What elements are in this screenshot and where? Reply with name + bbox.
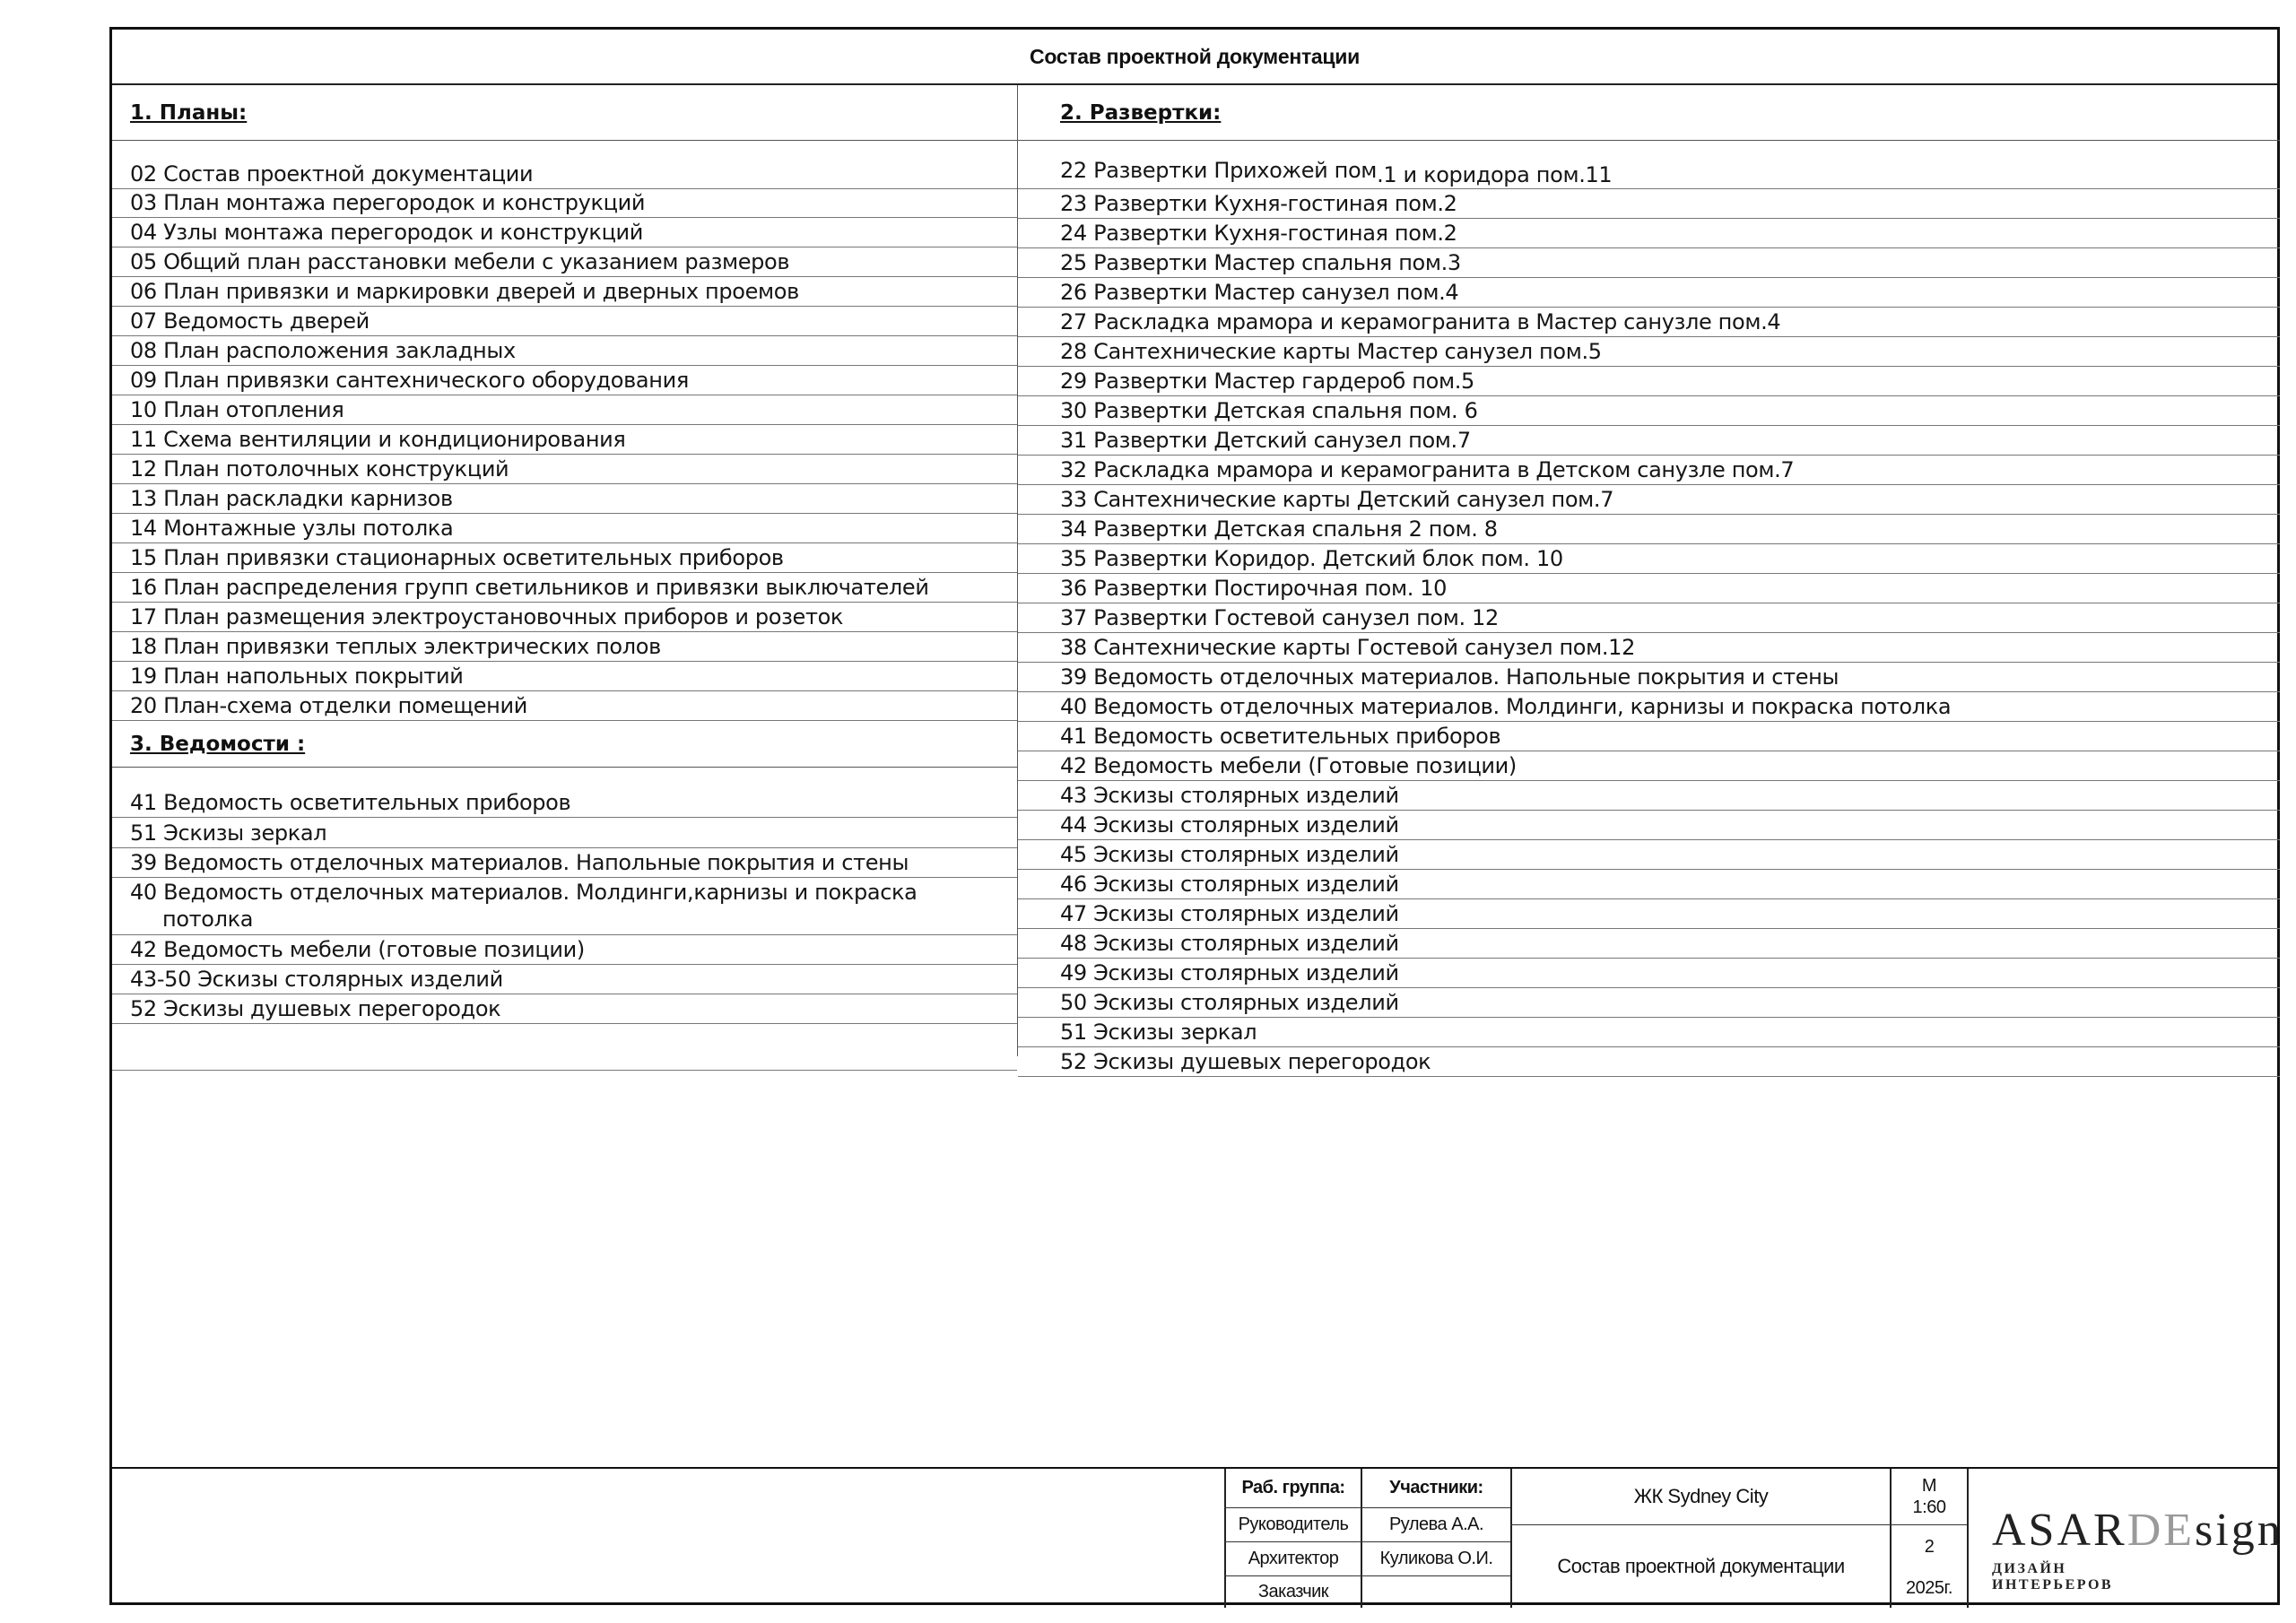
list-item: 38 Сантехнические карты Гостевой санузел пом.12 bbox=[1018, 633, 2280, 663]
divider bbox=[1510, 1524, 1967, 1525]
list-item: 11 Схема вентиляции и кондиционирования bbox=[112, 425, 1017, 455]
list-item: 09 План привязки сантехнического оборудования bbox=[112, 366, 1017, 395]
section-heading-statements: 3. Ведомости : bbox=[112, 721, 1017, 768]
role-architect: Архитектор bbox=[1224, 1541, 1361, 1575]
title-block bbox=[112, 1467, 2283, 1605]
list-item: 23 Развертки Кухня-гостиная пом.2 bbox=[1018, 189, 2280, 219]
list-item: 13 План раскладки карнизов bbox=[112, 484, 1017, 514]
list-item: 50 Эскизы столярных изделий bbox=[1018, 988, 2280, 1018]
list-item: 36 Развертки Постирочная пом. 10 bbox=[1018, 574, 2280, 603]
scale-label: М bbox=[1921, 1476, 1937, 1496]
divider bbox=[1224, 1575, 1510, 1576]
list-item: 18 План привязки теплых электрических полов bbox=[112, 632, 1017, 662]
list-item: 25 Развертки Мастер спальня пом.3 bbox=[1018, 248, 2280, 278]
list-item: 51 Эскизы зеркал bbox=[112, 818, 1017, 848]
list-item bbox=[1018, 141, 2280, 189]
list-item: 32 Раскладка мрамора и керамогранита в Детском санузле пом.7 bbox=[1018, 456, 2280, 485]
list-item bbox=[112, 878, 1017, 935]
list-item: 52 Эскизы душевых перегородок bbox=[112, 994, 1017, 1024]
list-item: 08 План расположения закладных bbox=[112, 336, 1017, 366]
section-heading-plans: 1. Планы: bbox=[112, 85, 1017, 141]
name-leader: Рулева А.А. bbox=[1361, 1507, 1510, 1541]
logo-wordmark: ASARDEsign bbox=[1992, 1505, 2283, 1556]
list-item: 12 План потолочных конструкций bbox=[112, 455, 1017, 484]
list-item: 28 Сантехнические карты Мастер санузел пом.5 bbox=[1018, 337, 2280, 367]
list-item: 05 Общий план расстановки мебели с указанием размеров bbox=[112, 247, 1017, 277]
list-item: 43-50 Эскизы столярных изделий bbox=[112, 965, 1017, 994]
list-item-empty bbox=[112, 1024, 1017, 1071]
name-customer-empty bbox=[1361, 1575, 1510, 1608]
list-item: 47 Эскизы столярных изделий bbox=[1018, 899, 2280, 929]
right-column bbox=[1018, 85, 2280, 1077]
list-item: 39 Ведомость отделочных материалов. Напольные покрытия и стены bbox=[1018, 663, 2280, 692]
statements-list bbox=[112, 768, 1017, 1071]
work-group-label: Раб. группа: bbox=[1224, 1469, 1361, 1507]
list-item: 04 Узлы монтажа перегородок и конструкций bbox=[112, 218, 1017, 247]
sheet-title: Состав проектной документации bbox=[1510, 1524, 1890, 1608]
role-leader: Руководитель bbox=[1224, 1507, 1361, 1541]
list-item: 10 План отопления bbox=[112, 395, 1017, 425]
list-item: 06 План привязки и маркировки дверей и дверных проемов bbox=[112, 277, 1017, 307]
list-item: 31 Развертки Детский санузел пом.7 bbox=[1018, 426, 2280, 456]
list-item: 17 План размещения электроустановочных приборов и розеток bbox=[112, 603, 1017, 632]
list-item: 48 Эскизы столярных изделий bbox=[1018, 929, 2280, 959]
list-item: 26 Развертки Мастер санузел пом.4 bbox=[1018, 278, 2280, 308]
plans-list bbox=[112, 141, 1017, 721]
elevations-list bbox=[1018, 189, 2280, 1077]
list-item: 41 Ведомость осветительных приборов bbox=[1018, 722, 2280, 751]
left-column bbox=[112, 85, 1018, 1056]
list-item: 15 План привязки стационарных осветительных приборов bbox=[112, 543, 1017, 573]
role-customer: Заказчик bbox=[1224, 1575, 1361, 1608]
list-item: 43 Эскизы столярных изделий bbox=[1018, 781, 2280, 811]
list-item: 44 Эскизы столярных изделий bbox=[1018, 811, 2280, 840]
scale-cell bbox=[1890, 1469, 1967, 1524]
list-item-text-part1: 22 Развертки Прихожей пом bbox=[1060, 158, 1378, 183]
logo-subtitle: ДИЗАЙН ИНТЕРЬЕРОВ bbox=[1992, 1561, 2114, 1593]
sheet-number: 2 bbox=[1890, 1524, 1967, 1569]
list-item-line-continued: потолка bbox=[162, 907, 254, 932]
list-item: 19 План напольных покрытий bbox=[112, 662, 1017, 691]
list-item-line: 40 Ведомость отделочных материалов. Молдинги,карнизы и покраска bbox=[130, 880, 918, 905]
list-item: 42 Ведомость мебели (готовые позиции) bbox=[112, 935, 1017, 965]
brand-logo bbox=[1992, 1505, 2283, 1593]
page-title: Состав проектной документации bbox=[112, 30, 2277, 85]
participants-label: Участники: bbox=[1361, 1469, 1510, 1507]
sheet-year: 2025г. bbox=[1890, 1569, 1967, 1608]
list-item: 16 План распределения групп светильников и привязки выключателей bbox=[112, 573, 1017, 603]
list-item: 42 Ведомость мебели (Готовые позиции) bbox=[1018, 751, 2280, 781]
list-item: 37 Развертки Гостевой санузел пом. 12 bbox=[1018, 603, 2280, 633]
name-architect: Куликова О.И. bbox=[1361, 1541, 1510, 1575]
list-item: 29 Развертки Мастер гардероб пом.5 bbox=[1018, 367, 2280, 396]
project-name: ЖК Sydney City bbox=[1510, 1469, 1890, 1524]
list-item: 33 Сантехнические карты Детский санузел пом.7 bbox=[1018, 485, 2280, 515]
list-item: 14 Монтажные узлы потолка bbox=[112, 514, 1017, 543]
drawing-frame bbox=[109, 27, 2283, 1605]
divider bbox=[1224, 1507, 1510, 1508]
logo-separator bbox=[1967, 1469, 1969, 1608]
scale-value: 1:60 bbox=[1912, 1497, 1946, 1517]
list-item: 20 План-схема отделки помещений bbox=[112, 691, 1017, 721]
list-item: 34 Развертки Детская спальня 2 пом. 8 bbox=[1018, 515, 2280, 544]
section-heading-elevations: 2. Развертки: bbox=[1018, 85, 2280, 141]
divider bbox=[1224, 1541, 1510, 1542]
list-item: 49 Эскизы столярных изделий bbox=[1018, 959, 2280, 988]
list-item: 35 Развертки Коридор. Детский блок пом. 10 bbox=[1018, 544, 2280, 574]
list-item: 39 Ведомость отделочных материалов. Напольные покрытия и стены bbox=[112, 848, 1017, 878]
list-item: 46 Эскизы столярных изделий bbox=[1018, 870, 2280, 899]
list-item: 30 Развертки Детская спальня пом. 6 bbox=[1018, 396, 2280, 426]
list-item: 51 Эскизы зеркал bbox=[1018, 1018, 2280, 1047]
list-item-text-part2: .1 и коридора пом.11 bbox=[1377, 162, 1613, 187]
list-item: 41 Ведомость осветительных приборов bbox=[112, 768, 1017, 818]
list-item: 03 План монтажа перегородок и конструкций bbox=[112, 189, 1017, 218]
list-item: 02 Состав проектной документации bbox=[112, 141, 1017, 189]
list-item: 07 Ведомость дверей bbox=[112, 307, 1017, 336]
list-item: 24 Развертки Кухня-гостиная пом.2 bbox=[1018, 219, 2280, 248]
list-item: 40 Ведомость отделочных материалов. Молдинги, карнизы и покраска потолка bbox=[1018, 692, 2280, 722]
list-item: 45 Эскизы столярных изделий bbox=[1018, 840, 2280, 870]
list-item: 27 Раскладка мрамора и керамогранита в Мастер санузле пом.4 bbox=[1018, 308, 2280, 337]
list-item: 52 Эскизы душевых перегородок bbox=[1018, 1047, 2280, 1077]
